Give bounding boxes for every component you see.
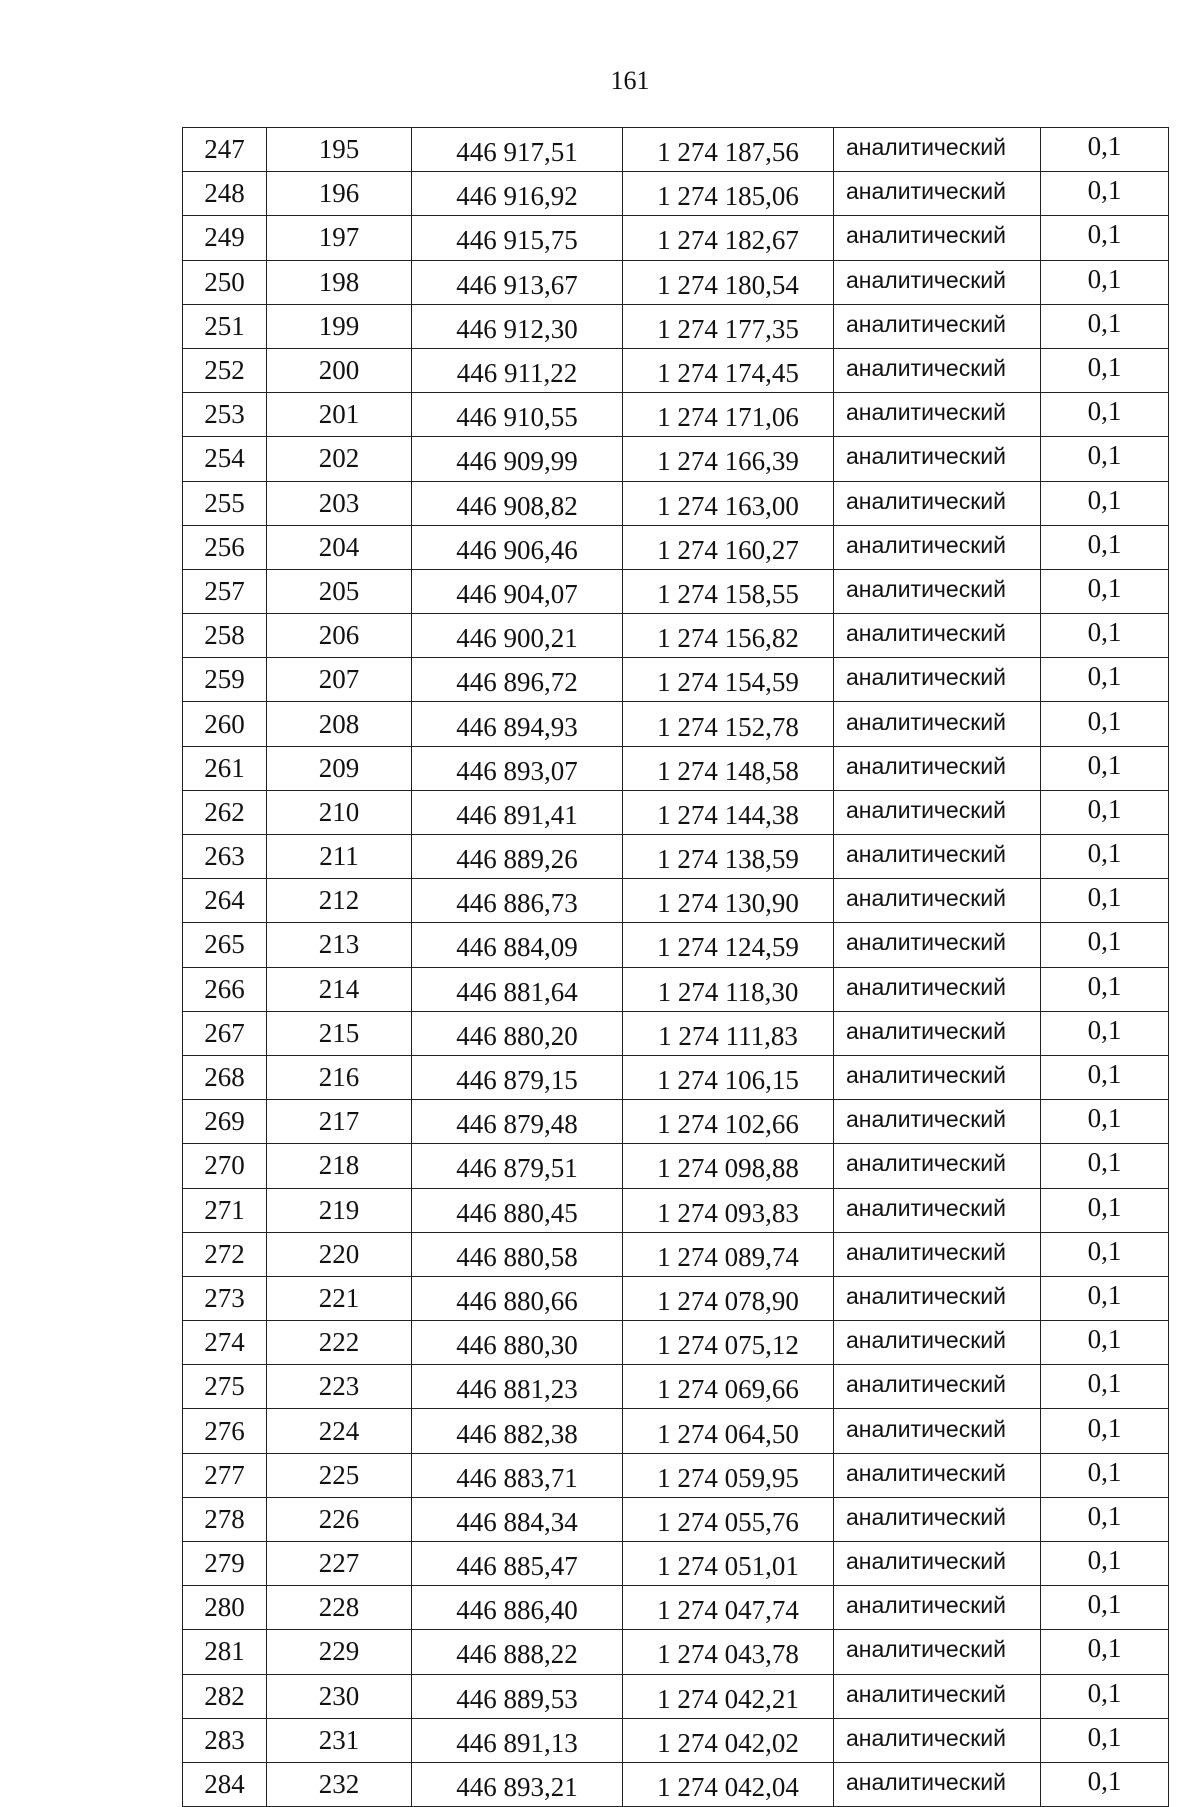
table-row — [183, 1276, 1169, 1320]
accuracy-cell: 0,1 — [1041, 304, 1169, 348]
row-number-cell: 279 — [183, 1542, 267, 1586]
method-cell: аналитический — [834, 216, 1041, 260]
row-number-cell: 263 — [183, 835, 267, 879]
x-coordinate-cell: 446 879,51 — [412, 1144, 623, 1188]
method-cell: аналитический — [834, 1144, 1041, 1188]
y-coordinate-cell: 1 274 124,59 — [623, 923, 834, 967]
page-number: 161 — [610, 66, 650, 95]
point-number-cell: 208 — [267, 702, 412, 746]
method-cell: аналитический — [834, 967, 1041, 1011]
row-number-cell: 274 — [183, 1321, 267, 1365]
point-number-cell: 224 — [267, 1409, 412, 1453]
x-coordinate-cell: 446 880,45 — [412, 1188, 623, 1232]
method-cell: аналитический — [834, 1055, 1041, 1099]
row-number-cell: 256 — [183, 525, 267, 569]
accuracy-cell: 0,1 — [1041, 702, 1169, 746]
table-row — [183, 790, 1169, 834]
table-row — [183, 216, 1169, 260]
accuracy-cell: 0,1 — [1041, 923, 1169, 967]
row-number-cell: 247 — [183, 128, 267, 172]
point-number-cell: 222 — [267, 1321, 412, 1365]
point-number-cell: 213 — [267, 923, 412, 967]
row-number-cell: 259 — [183, 658, 267, 702]
accuracy-cell: 0,1 — [1041, 1762, 1169, 1806]
table-row — [183, 614, 1169, 658]
method-cell: аналитический — [834, 172, 1041, 216]
accuracy-cell: 0,1 — [1041, 967, 1169, 1011]
method-cell: аналитический — [834, 923, 1041, 967]
coordinates-table-body — [183, 128, 1169, 1807]
x-coordinate-cell: 446 879,48 — [412, 1100, 623, 1144]
table-row — [183, 1365, 1169, 1409]
accuracy-cell: 0,1 — [1041, 1365, 1169, 1409]
method-cell: аналитический — [834, 1762, 1041, 1806]
row-number-cell: 268 — [183, 1055, 267, 1099]
accuracy-cell: 0,1 — [1041, 790, 1169, 834]
accuracy-cell: 0,1 — [1041, 746, 1169, 790]
y-coordinate-cell: 1 274 089,74 — [623, 1232, 834, 1276]
y-coordinate-cell: 1 274 177,35 — [623, 304, 834, 348]
y-coordinate-cell: 1 274 138,59 — [623, 835, 834, 879]
point-number-cell: 202 — [267, 437, 412, 481]
point-number-cell: 204 — [267, 525, 412, 569]
point-number-cell: 216 — [267, 1055, 412, 1099]
row-number-cell: 275 — [183, 1365, 267, 1409]
y-coordinate-cell: 1 274 160,27 — [623, 525, 834, 569]
accuracy-cell: 0,1 — [1041, 879, 1169, 923]
accuracy-cell: 0,1 — [1041, 1409, 1169, 1453]
y-coordinate-cell: 1 274 182,67 — [623, 216, 834, 260]
table-row — [183, 1011, 1169, 1055]
point-number-cell: 225 — [267, 1453, 412, 1497]
table-row — [183, 658, 1169, 702]
x-coordinate-cell: 446 884,34 — [412, 1497, 623, 1541]
table-row — [183, 172, 1169, 216]
method-cell: аналитический — [834, 348, 1041, 392]
row-number-cell: 282 — [183, 1674, 267, 1718]
x-coordinate-cell: 446 881,64 — [412, 967, 623, 1011]
method-cell: аналитический — [834, 393, 1041, 437]
accuracy-cell: 0,1 — [1041, 1718, 1169, 1762]
point-number-cell: 226 — [267, 1497, 412, 1541]
row-number-cell: 265 — [183, 923, 267, 967]
point-number-cell: 221 — [267, 1276, 412, 1320]
row-number-cell: 262 — [183, 790, 267, 834]
y-coordinate-cell: 1 274 163,00 — [623, 481, 834, 525]
point-number-cell: 200 — [267, 348, 412, 392]
row-number-cell: 269 — [183, 1100, 267, 1144]
table-row — [183, 702, 1169, 746]
method-cell: аналитический — [834, 1321, 1041, 1365]
point-number-cell: 205 — [267, 569, 412, 613]
table-row — [183, 835, 1169, 879]
point-number-cell: 215 — [267, 1011, 412, 1055]
x-coordinate-cell: 446 893,21 — [412, 1762, 623, 1806]
method-cell: аналитический — [834, 569, 1041, 613]
method-cell: аналитический — [834, 260, 1041, 304]
method-cell: аналитический — [834, 437, 1041, 481]
x-coordinate-cell: 446 888,22 — [412, 1630, 623, 1674]
table-row — [183, 304, 1169, 348]
point-number-cell: 217 — [267, 1100, 412, 1144]
method-cell: аналитический — [834, 1586, 1041, 1630]
table-row — [183, 1586, 1169, 1630]
y-coordinate-cell: 1 274 098,88 — [623, 1144, 834, 1188]
row-number-cell: 281 — [183, 1630, 267, 1674]
method-cell: аналитический — [834, 835, 1041, 879]
row-number-cell: 271 — [183, 1188, 267, 1232]
row-number-cell: 278 — [183, 1497, 267, 1541]
y-coordinate-cell: 1 274 156,82 — [623, 614, 834, 658]
y-coordinate-cell: 1 274 051,01 — [623, 1542, 834, 1586]
x-coordinate-cell: 446 904,07 — [412, 569, 623, 613]
table-row — [183, 1055, 1169, 1099]
method-cell: аналитический — [834, 1276, 1041, 1320]
accuracy-cell: 0,1 — [1041, 393, 1169, 437]
y-coordinate-cell: 1 274 187,56 — [623, 128, 834, 172]
accuracy-cell: 0,1 — [1041, 348, 1169, 392]
accuracy-cell: 0,1 — [1041, 260, 1169, 304]
method-cell: аналитический — [834, 128, 1041, 172]
accuracy-cell: 0,1 — [1041, 835, 1169, 879]
y-coordinate-cell: 1 274 171,06 — [623, 393, 834, 437]
x-coordinate-cell: 446 885,47 — [412, 1542, 623, 1586]
y-coordinate-cell: 1 274 158,55 — [623, 569, 834, 613]
accuracy-cell: 0,1 — [1041, 1497, 1169, 1541]
method-cell: аналитический — [834, 790, 1041, 834]
x-coordinate-cell: 446 886,73 — [412, 879, 623, 923]
method-cell: аналитический — [834, 658, 1041, 702]
accuracy-cell: 0,1 — [1041, 1144, 1169, 1188]
accuracy-cell: 0,1 — [1041, 1188, 1169, 1232]
row-number-cell: 273 — [183, 1276, 267, 1320]
x-coordinate-cell: 446 917,51 — [412, 128, 623, 172]
x-coordinate-cell: 446 880,30 — [412, 1321, 623, 1365]
row-number-cell: 283 — [183, 1718, 267, 1762]
y-coordinate-cell: 1 274 185,06 — [623, 172, 834, 216]
accuracy-cell: 0,1 — [1041, 172, 1169, 216]
y-coordinate-cell: 1 274 144,38 — [623, 790, 834, 834]
point-number-cell: 214 — [267, 967, 412, 1011]
x-coordinate-cell: 446 894,93 — [412, 702, 623, 746]
accuracy-cell: 0,1 — [1041, 614, 1169, 658]
y-coordinate-cell: 1 274 043,78 — [623, 1630, 834, 1674]
point-number-cell: 219 — [267, 1188, 412, 1232]
method-cell: аналитический — [834, 304, 1041, 348]
y-coordinate-cell: 1 274 078,90 — [623, 1276, 834, 1320]
y-coordinate-cell: 1 274 055,76 — [623, 1497, 834, 1541]
point-number-cell: 212 — [267, 879, 412, 923]
method-cell: аналитический — [834, 1674, 1041, 1718]
method-cell: аналитический — [834, 746, 1041, 790]
table-row — [183, 1542, 1169, 1586]
accuracy-cell: 0,1 — [1041, 481, 1169, 525]
x-coordinate-cell: 446 891,13 — [412, 1718, 623, 1762]
accuracy-cell: 0,1 — [1041, 1586, 1169, 1630]
method-cell: аналитический — [834, 1542, 1041, 1586]
method-cell: аналитический — [834, 1232, 1041, 1276]
point-number-cell: 197 — [267, 216, 412, 260]
coordinates-table — [182, 127, 1169, 1807]
point-number-cell: 223 — [267, 1365, 412, 1409]
row-number-cell: 284 — [183, 1762, 267, 1806]
point-number-cell: 218 — [267, 1144, 412, 1188]
row-number-cell: 266 — [183, 967, 267, 1011]
y-coordinate-cell: 1 274 154,59 — [623, 658, 834, 702]
table-row — [183, 1497, 1169, 1541]
method-cell: аналитический — [834, 1100, 1041, 1144]
point-number-cell: 206 — [267, 614, 412, 658]
method-cell: аналитический — [834, 1497, 1041, 1541]
y-coordinate-cell: 1 274 166,39 — [623, 437, 834, 481]
row-number-cell: 248 — [183, 172, 267, 216]
point-number-cell: 196 — [267, 172, 412, 216]
x-coordinate-cell: 446 883,71 — [412, 1453, 623, 1497]
table-row — [183, 1762, 1169, 1806]
method-cell: аналитический — [834, 1453, 1041, 1497]
point-number-cell: 228 — [267, 1586, 412, 1630]
y-coordinate-cell: 1 274 042,21 — [623, 1674, 834, 1718]
method-cell: аналитический — [834, 1630, 1041, 1674]
point-number-cell: 229 — [267, 1630, 412, 1674]
method-cell: аналитический — [834, 879, 1041, 923]
accuracy-cell: 0,1 — [1041, 1055, 1169, 1099]
row-number-cell: 253 — [183, 393, 267, 437]
accuracy-cell: 0,1 — [1041, 1453, 1169, 1497]
x-coordinate-cell: 446 893,07 — [412, 746, 623, 790]
x-coordinate-cell: 446 880,20 — [412, 1011, 623, 1055]
method-cell: аналитический — [834, 614, 1041, 658]
y-coordinate-cell: 1 274 118,30 — [623, 967, 834, 1011]
row-number-cell: 264 — [183, 879, 267, 923]
method-cell: аналитический — [834, 481, 1041, 525]
table-row — [183, 128, 1169, 172]
y-coordinate-cell: 1 274 059,95 — [623, 1453, 834, 1497]
y-coordinate-cell: 1 274 111,83 — [623, 1011, 834, 1055]
point-number-cell: 230 — [267, 1674, 412, 1718]
y-coordinate-cell: 1 274 102,66 — [623, 1100, 834, 1144]
x-coordinate-cell: 446 889,26 — [412, 835, 623, 879]
point-number-cell: 210 — [267, 790, 412, 834]
x-coordinate-cell: 446 900,21 — [412, 614, 623, 658]
y-coordinate-cell: 1 274 069,66 — [623, 1365, 834, 1409]
row-number-cell: 270 — [183, 1144, 267, 1188]
row-number-cell: 260 — [183, 702, 267, 746]
point-number-cell: 198 — [267, 260, 412, 304]
table-row — [183, 967, 1169, 1011]
x-coordinate-cell: 446 915,75 — [412, 216, 623, 260]
point-number-cell: 211 — [267, 835, 412, 879]
x-coordinate-cell: 446 882,38 — [412, 1409, 623, 1453]
row-number-cell: 280 — [183, 1586, 267, 1630]
point-number-cell: 207 — [267, 658, 412, 702]
y-coordinate-cell: 1 274 042,04 — [623, 1762, 834, 1806]
y-coordinate-cell: 1 274 106,15 — [623, 1055, 834, 1099]
accuracy-cell: 0,1 — [1041, 1232, 1169, 1276]
table-row — [183, 1674, 1169, 1718]
accuracy-cell: 0,1 — [1041, 437, 1169, 481]
y-coordinate-cell: 1 274 130,90 — [623, 879, 834, 923]
x-coordinate-cell: 446 881,23 — [412, 1365, 623, 1409]
row-number-cell: 255 — [183, 481, 267, 525]
accuracy-cell: 0,1 — [1041, 569, 1169, 613]
method-cell: аналитический — [834, 1409, 1041, 1453]
accuracy-cell: 0,1 — [1041, 1100, 1169, 1144]
method-cell: аналитический — [834, 1188, 1041, 1232]
x-coordinate-cell: 446 912,30 — [412, 304, 623, 348]
point-number-cell: 220 — [267, 1232, 412, 1276]
accuracy-cell: 0,1 — [1041, 216, 1169, 260]
x-coordinate-cell: 446 886,40 — [412, 1586, 623, 1630]
x-coordinate-cell: 446 889,53 — [412, 1674, 623, 1718]
table-row — [183, 1232, 1169, 1276]
table-row — [183, 569, 1169, 613]
method-cell: аналитический — [834, 1365, 1041, 1409]
x-coordinate-cell: 446 911,22 — [412, 348, 623, 392]
accuracy-cell: 0,1 — [1041, 1674, 1169, 1718]
point-number-cell: 227 — [267, 1542, 412, 1586]
table-row — [183, 1321, 1169, 1365]
row-number-cell: 267 — [183, 1011, 267, 1055]
accuracy-cell: 0,1 — [1041, 658, 1169, 702]
table-row — [183, 525, 1169, 569]
row-number-cell: 251 — [183, 304, 267, 348]
method-cell: аналитический — [834, 1011, 1041, 1055]
y-coordinate-cell: 1 274 047,74 — [623, 1586, 834, 1630]
row-number-cell: 254 — [183, 437, 267, 481]
y-coordinate-cell: 1 274 093,83 — [623, 1188, 834, 1232]
row-number-cell: 249 — [183, 216, 267, 260]
x-coordinate-cell: 446 913,67 — [412, 260, 623, 304]
x-coordinate-cell: 446 891,41 — [412, 790, 623, 834]
table-row — [183, 1188, 1169, 1232]
y-coordinate-cell: 1 274 042,02 — [623, 1718, 834, 1762]
y-coordinate-cell: 1 274 174,45 — [623, 348, 834, 392]
table-row — [183, 1409, 1169, 1453]
accuracy-cell: 0,1 — [1041, 1542, 1169, 1586]
table-row — [183, 879, 1169, 923]
row-number-cell: 252 — [183, 348, 267, 392]
x-coordinate-cell: 446 880,58 — [412, 1232, 623, 1276]
table-row — [183, 1630, 1169, 1674]
point-number-cell: 231 — [267, 1718, 412, 1762]
method-cell: аналитический — [834, 702, 1041, 746]
x-coordinate-cell: 446 896,72 — [412, 658, 623, 702]
row-number-cell: 261 — [183, 746, 267, 790]
table-row — [183, 1453, 1169, 1497]
method-cell: аналитический — [834, 525, 1041, 569]
y-coordinate-cell: 1 274 148,58 — [623, 746, 834, 790]
row-number-cell: 258 — [183, 614, 267, 658]
point-number-cell: 209 — [267, 746, 412, 790]
accuracy-cell: 0,1 — [1041, 1276, 1169, 1320]
x-coordinate-cell: 446 908,82 — [412, 481, 623, 525]
row-number-cell: 277 — [183, 1453, 267, 1497]
y-coordinate-cell: 1 274 075,12 — [623, 1321, 834, 1365]
table-row — [183, 481, 1169, 525]
table-row — [183, 1100, 1169, 1144]
point-number-cell: 195 — [267, 128, 412, 172]
point-number-cell: 199 — [267, 304, 412, 348]
accuracy-cell: 0,1 — [1041, 128, 1169, 172]
accuracy-cell: 0,1 — [1041, 525, 1169, 569]
accuracy-cell: 0,1 — [1041, 1630, 1169, 1674]
x-coordinate-cell: 446 909,99 — [412, 437, 623, 481]
row-number-cell: 276 — [183, 1409, 267, 1453]
table-row — [183, 923, 1169, 967]
x-coordinate-cell: 446 884,09 — [412, 923, 623, 967]
table-row — [183, 260, 1169, 304]
method-cell: аналитический — [834, 1718, 1041, 1762]
point-number-cell: 203 — [267, 481, 412, 525]
table-row — [183, 1718, 1169, 1762]
y-coordinate-cell: 1 274 064,50 — [623, 1409, 834, 1453]
table-row — [183, 746, 1169, 790]
x-coordinate-cell: 446 879,15 — [412, 1055, 623, 1099]
point-number-cell: 232 — [267, 1762, 412, 1806]
table-row — [183, 348, 1169, 392]
x-coordinate-cell: 446 880,66 — [412, 1276, 623, 1320]
row-number-cell: 250 — [183, 260, 267, 304]
accuracy-cell: 0,1 — [1041, 1321, 1169, 1365]
table-row — [183, 437, 1169, 481]
table-row — [183, 393, 1169, 437]
table-row — [183, 1144, 1169, 1188]
y-coordinate-cell: 1 274 180,54 — [623, 260, 834, 304]
x-coordinate-cell: 446 910,55 — [412, 393, 623, 437]
y-coordinate-cell: 1 274 152,78 — [623, 702, 834, 746]
x-coordinate-cell: 446 916,92 — [412, 172, 623, 216]
x-coordinate-cell: 446 906,46 — [412, 525, 623, 569]
row-number-cell: 257 — [183, 569, 267, 613]
row-number-cell: 272 — [183, 1232, 267, 1276]
accuracy-cell: 0,1 — [1041, 1011, 1169, 1055]
point-number-cell: 201 — [267, 393, 412, 437]
